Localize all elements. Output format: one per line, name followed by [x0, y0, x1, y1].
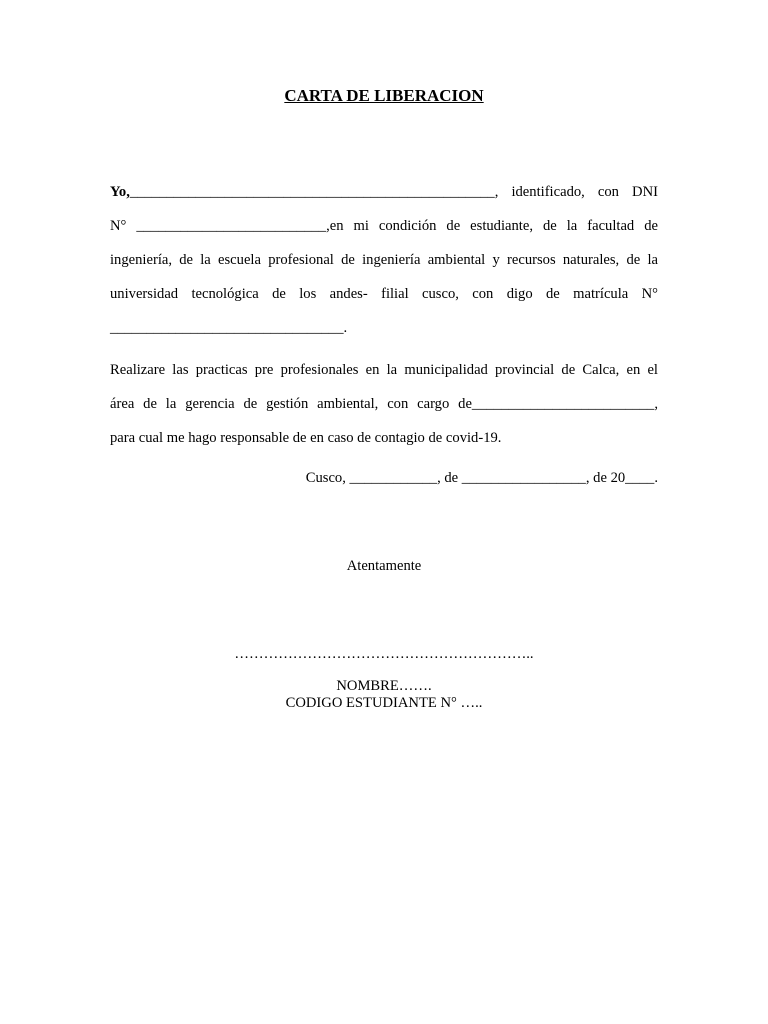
- declaration-line-2: N° __________________________,en mi condición de estudiante, de la facultad de: [110, 218, 658, 234]
- paragraph-internship: [110, 353, 658, 455]
- declaration-line-4: universidad tecnológica de los andes- filial cusco, con digo de matrícula N°: [110, 286, 658, 302]
- declaration-line-3: ingeniería, de la escuela profesional de ingeniería ambiental y recursos naturales, de la: [110, 252, 658, 268]
- declaration-lead: Yo,: [110, 184, 130, 200]
- internship-line-2: área de la gerencia de gestión ambiental, con cargo de_________________________,: [110, 396, 658, 412]
- date-line: Cusco, ____________, de _________________, de 20____.: [305, 470, 658, 486]
- declaration-line-1: [110, 175, 658, 209]
- closing-text: Atentamente: [346, 558, 422, 574]
- declaration-line-5: ________________________________.: [110, 320, 348, 336]
- signature-student-code: CODIGO ESTUDIANTE N° …..: [285, 695, 483, 711]
- signature-name: NOMBRE…….: [336, 678, 432, 694]
- document-title: CARTA DE LIBERACION: [284, 86, 484, 105]
- declaration-line-1-text: __________________________________________________, identificado, con DNI: [129, 184, 658, 200]
- internship-line-3: para cual me hago responsable de en caso de contagio de covid-19.: [110, 430, 502, 446]
- paragraph-declaration: [110, 175, 658, 345]
- internship-line-1: Realizare las practicas pre profesionales en la municipalidad provincial de Calca, en el: [110, 362, 658, 378]
- signature-line: ……………………………………………………..: [234, 646, 534, 662]
